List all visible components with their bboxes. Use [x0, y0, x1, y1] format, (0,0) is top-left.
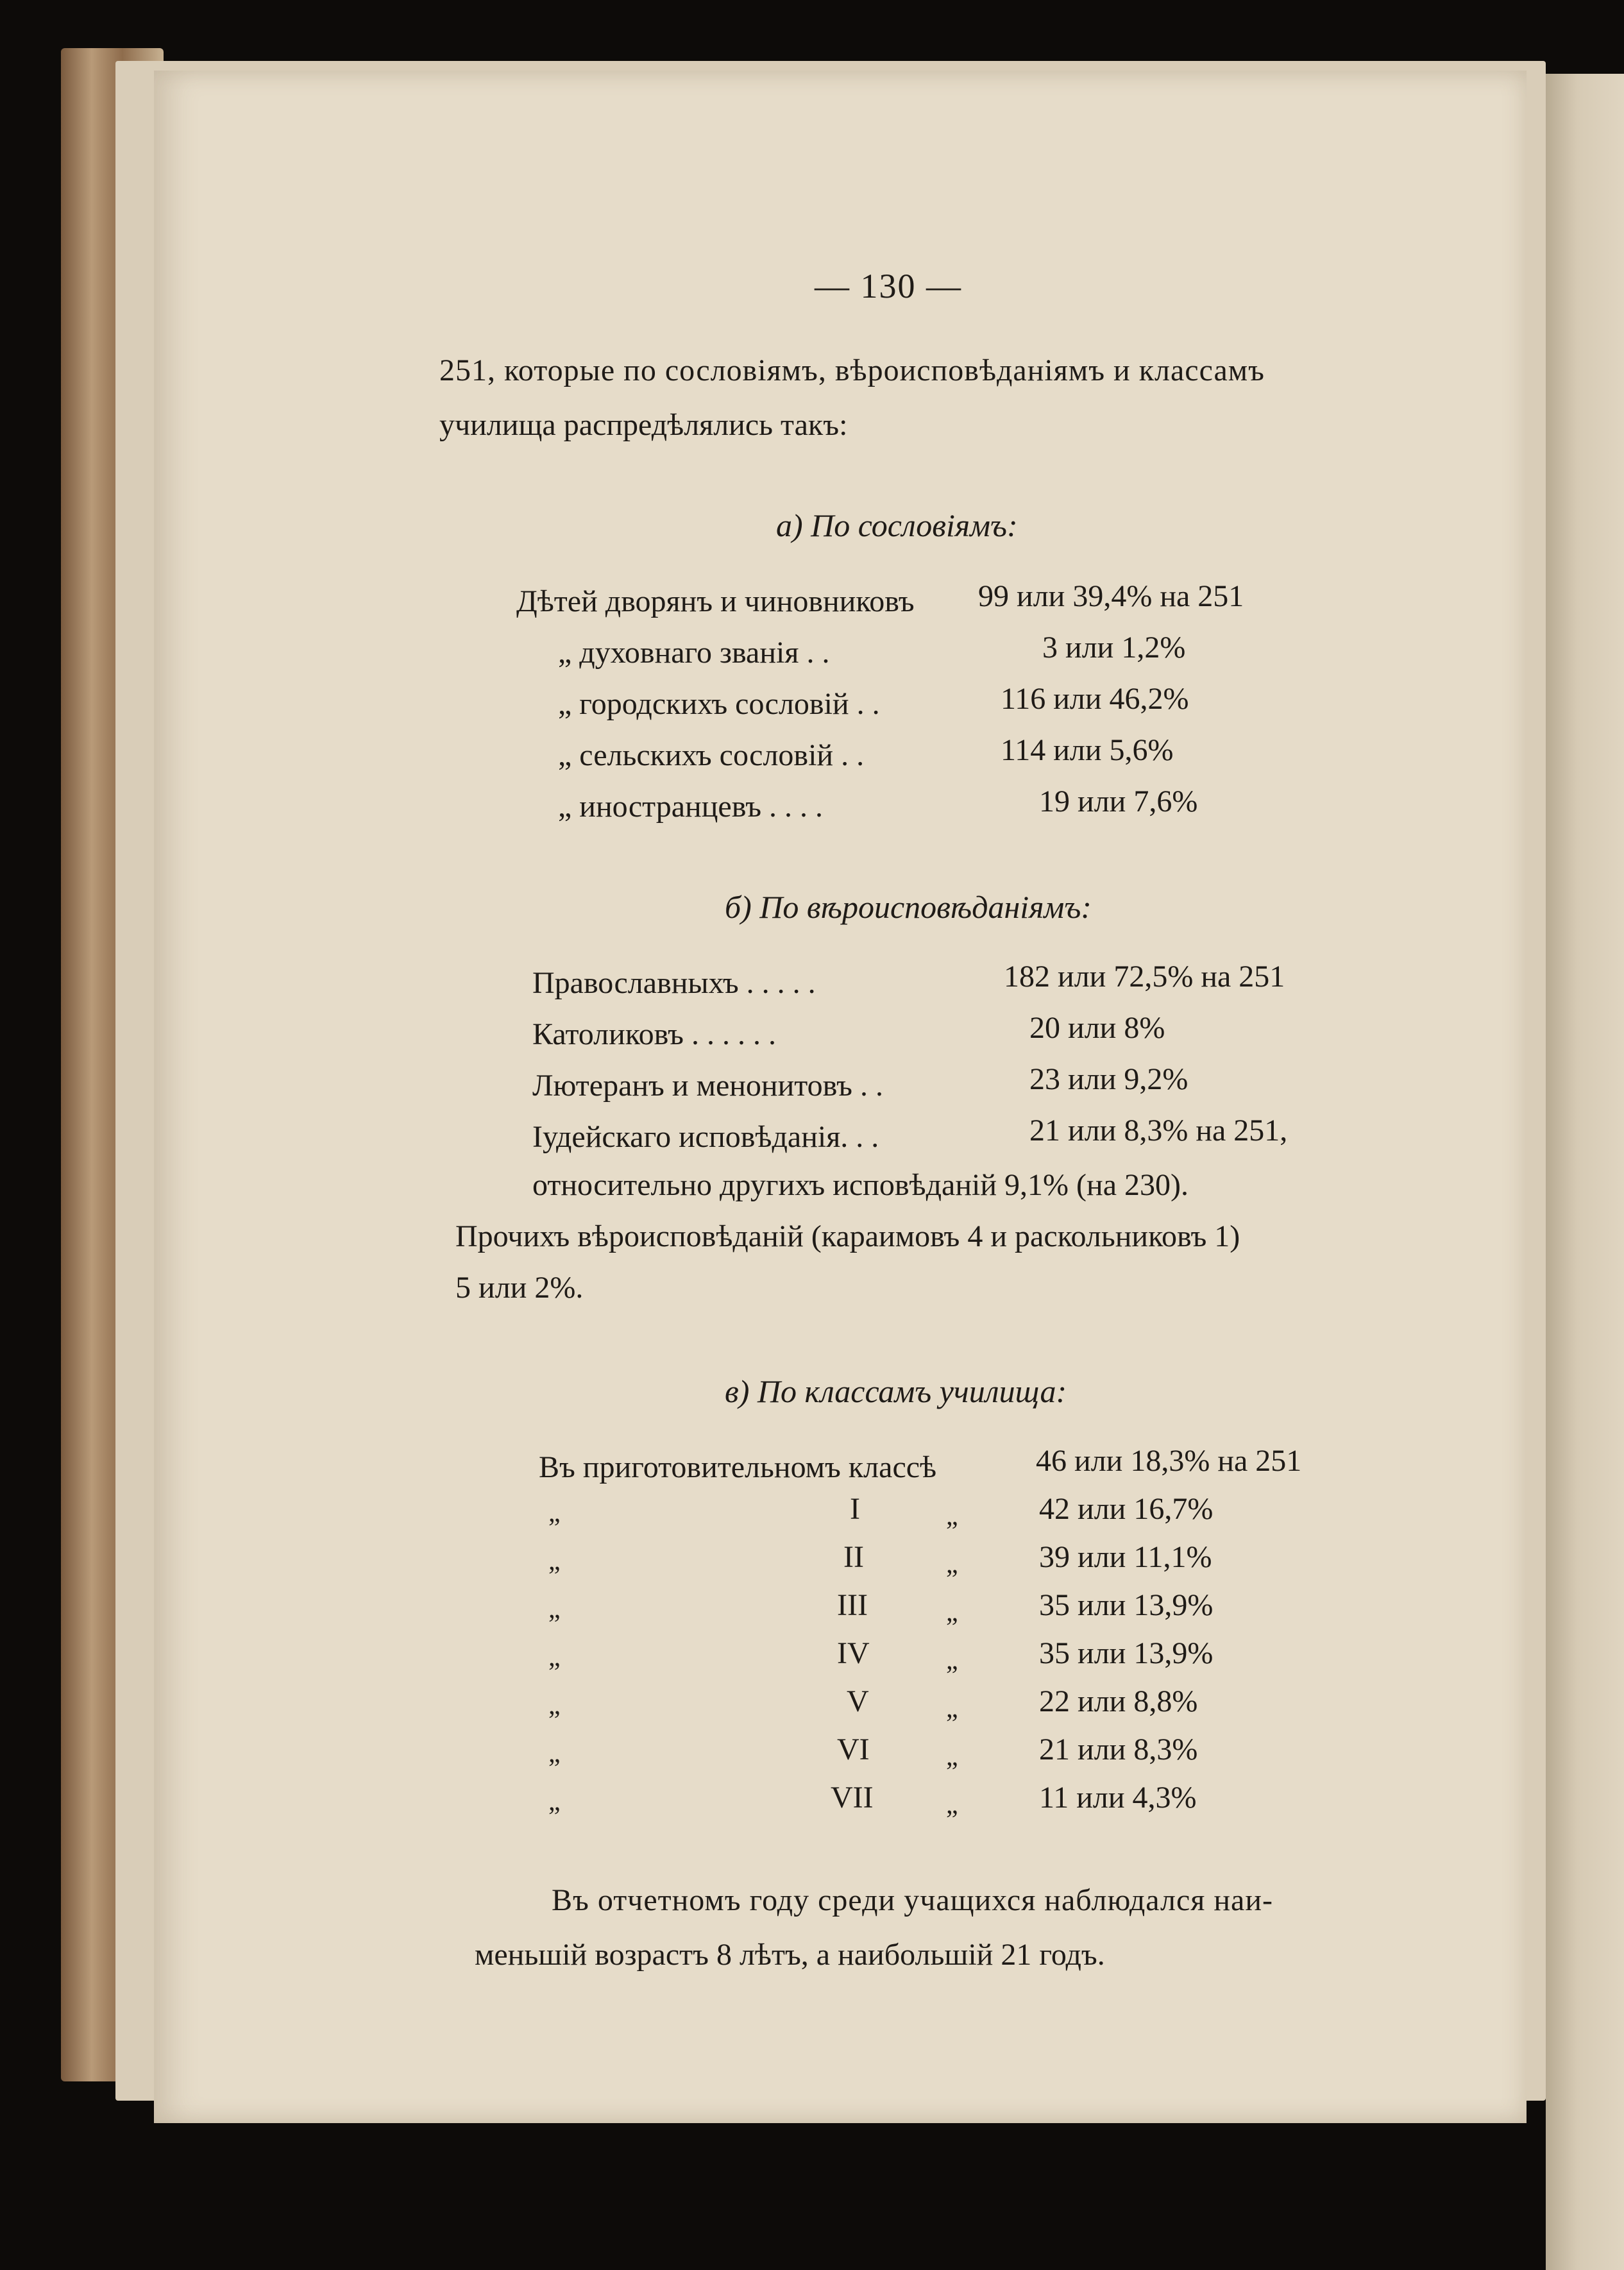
closing-line-2: меньшій возрастъ 8 лѣтъ, а наибольшій 21 годъ. [475, 1938, 1105, 1972]
estates-row-label: „ сельскихъ сословій . . [558, 738, 865, 772]
class-value: 21 или 8,3% [1039, 1732, 1198, 1766]
class-value: 11 или 4,3% [1039, 1781, 1197, 1815]
religions-other-line-1: Прочихъ вѣроисповѣданій (караимовъ 4 и раскольниковъ 1) [455, 1219, 1240, 1253]
ditto-mark: „ [946, 1550, 958, 1579]
ditto-mark: „ [548, 1643, 561, 1672]
estates-row-value: 99 или 39,4% на 251 [978, 579, 1244, 613]
religions-row-value: 20 или 8% [1029, 1011, 1165, 1045]
estates-row-label: „ городскихъ сословій . . [558, 687, 880, 721]
class-numeral: II [843, 1540, 864, 1574]
intro-line-2: училища распредѣлялись такъ: [439, 408, 848, 442]
ditto-mark: „ [946, 1598, 958, 1627]
class-value: 35 или 13,9% [1039, 1588, 1214, 1622]
page-number: — 130 — [815, 267, 962, 305]
class-numeral: IV [837, 1636, 870, 1670]
estates-row-value: 114 или 5,6% [1001, 733, 1174, 767]
estates-row-value: 3 или 1,2% [1042, 631, 1186, 665]
religions-relative-line: относительно другихъ исповѣданій 9,1% (на 230). [532, 1168, 1188, 1202]
ditto-mark: „ [946, 1646, 958, 1675]
ditto-mark: „ [548, 1787, 561, 1817]
class-numeral: VI [837, 1732, 870, 1766]
religions-row-label: Іудейскаго исповѣданія. . . [532, 1120, 879, 1154]
class-value: 42 или 16,7% [1039, 1492, 1214, 1526]
ditto-mark: „ [548, 1691, 561, 1720]
ditto-mark: „ [946, 1790, 958, 1820]
religions-row-label: Православныхъ . . . . . [532, 966, 816, 1000]
class-numeral: VII [831, 1781, 874, 1815]
religions-heading: б) По вѣроисповѣданіямъ: [725, 889, 1092, 925]
religions-other-line-2: 5 или 2%. [455, 1271, 584, 1305]
ditto-mark: „ [548, 1546, 561, 1576]
book-page [154, 71, 1527, 2123]
intro-line-1: 251, которые по сословіямъ, вѣроисповѣданіямъ и классамъ [439, 353, 1265, 387]
estates-row-value: 19 или 7,6% [1039, 784, 1198, 818]
facing-page-edge [1546, 74, 1624, 2270]
ditto-mark: „ [548, 1595, 561, 1624]
class-value: 22 или 8,8% [1039, 1684, 1198, 1718]
class-numeral: V [847, 1684, 869, 1718]
religions-row-value: 182 или 72,5% на 251 [1004, 960, 1285, 994]
class-numeral: III [837, 1588, 868, 1622]
religions-row-label: Католиковъ . . . . . . [532, 1017, 776, 1051]
class-value: 35 или 13,9% [1039, 1636, 1214, 1670]
religions-row-value: 21 или 8,3% на 251, [1029, 1114, 1288, 1148]
estates-row-value: 116 или 46,2% [1001, 682, 1189, 716]
estates-heading: а) По сословіямъ: [776, 507, 1018, 543]
ditto-mark: „ [946, 1694, 958, 1724]
classes-first-label: Въ приготовительномъ классѣ [539, 1450, 937, 1484]
religions-row-label: Лютеранъ и менонитовъ . . [532, 1069, 883, 1103]
religions-row-value: 23 или 9,2% [1029, 1062, 1188, 1096]
class-numeral: I [850, 1492, 860, 1526]
estates-row-label: „ духовнаго званія . . [558, 636, 830, 670]
class-value: 39 или 11,1% [1039, 1540, 1212, 1574]
closing-line-1: Въ отчетномъ году среди учащихся наблюдался наи- [552, 1883, 1274, 1917]
ditto-mark: „ [548, 1739, 561, 1768]
classes-first-value: 46 или 18,3% на 251 [1036, 1444, 1302, 1478]
estates-row-label: Дѣтей дворянъ и чиновниковъ [516, 584, 915, 618]
ditto-mark: „ [946, 1742, 958, 1772]
estates-row-label: „ иностранцевъ . . . . [558, 790, 824, 824]
classes-heading: в) По классамъ училища: [725, 1373, 1067, 1409]
ditto-mark: „ [548, 1498, 561, 1528]
ditto-mark: „ [946, 1502, 958, 1531]
